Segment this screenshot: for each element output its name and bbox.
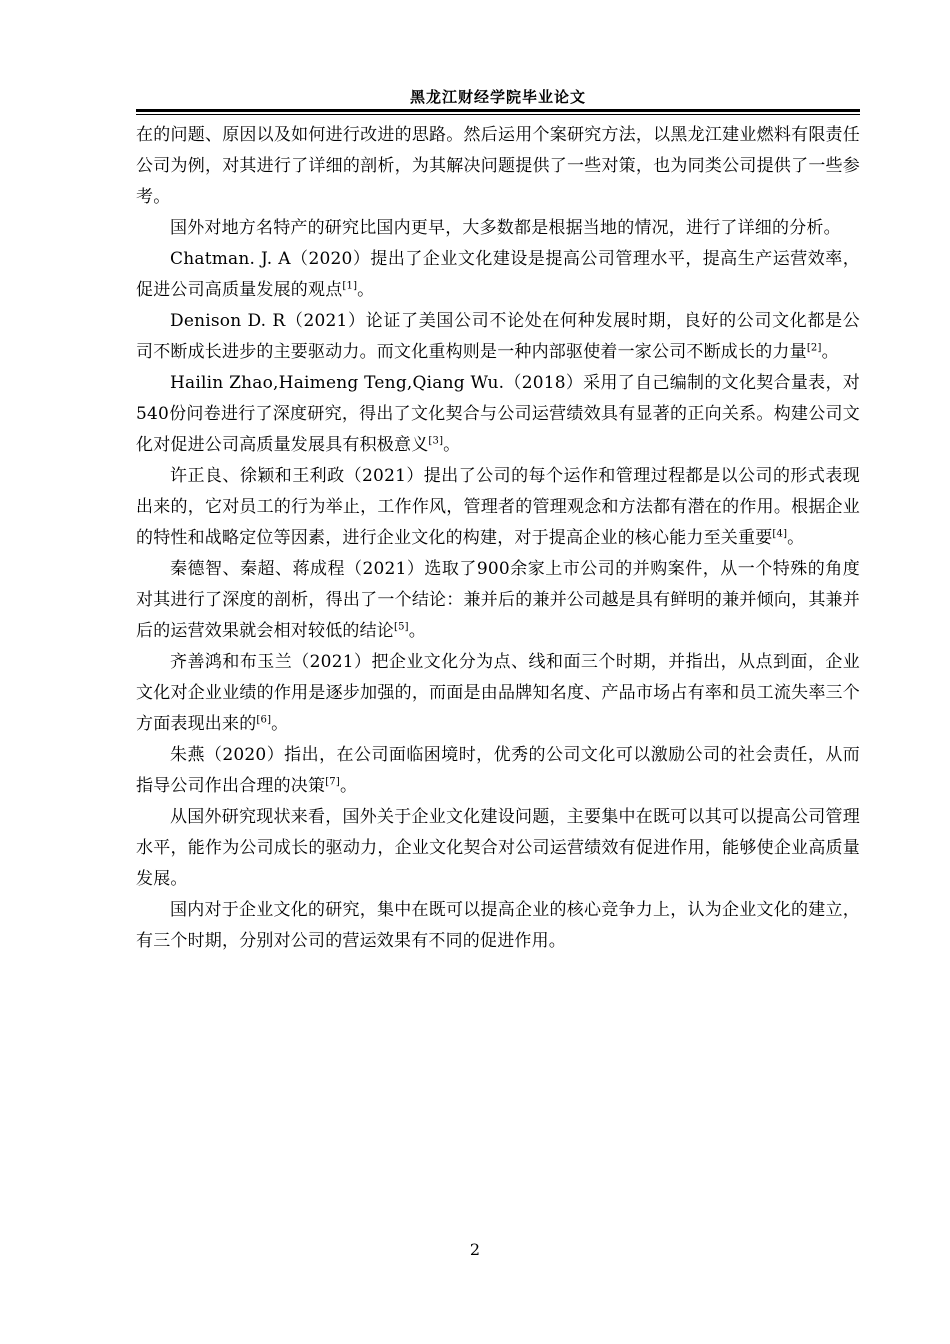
page-number: 2 (469, 1240, 481, 1259)
header-rule-thin (136, 114, 860, 115)
citation-marker: [6] (256, 714, 272, 726)
paragraph: 从国外研究现状来看，国外关于企业文化建设问题，主要集中在既可以其可以提高公司管理水平，能作为公司成长的驱动力，企业文化契合对公司运营绩效有促进作用，能够使企业高质量发展。 (136, 807, 860, 889)
paragraph: 国内对于企业文化的研究，集中在既可以提高企业的核心竞争力上，认为企业文化的建立，有三个时期，分别对公司的营运效果有不同的促进作用。 (136, 900, 860, 951)
paragraph: 国外对地方名特产的研究比国内更早，大多数都是根据当地的情况，进行了详细的分析。 (170, 218, 841, 238)
paragraph: Denison D. R（2021）论证了美国公司不论处在何种发展时期，良好的公司文化都是公司不断成长进步的主要驱动力。而文化重构则是一种内部驱使着一家公司不断成长的力量[2]。 (136, 311, 860, 362)
citation-marker: [4] (772, 528, 788, 540)
citation-marker: [5] (394, 621, 409, 633)
paragraph: Chatman. J. A（2020）提出了企业文化建设是提高公司管理水平，提高生产运营效率，促进公司高质量发展的观点[1]。 (136, 249, 860, 300)
header-rule-thick (136, 109, 860, 112)
running-header-title: 黑龙江财经学院毕业论文 (409, 88, 586, 106)
citation-marker: [2] (806, 342, 822, 354)
citation-marker: [3] (428, 435, 444, 447)
paragraph: 齐善鸿和布玉兰（2021）把企业文化分为点、线和面三个时期，并指出，从点到面，企业文化对企业业绩的作用是逐步加强的，而面是由品牌知名度、产品市场占有率和员工流失率三个方面表现出来的[6]。 (136, 652, 860, 734)
body-text (136, 120, 860, 957)
paragraph: 许正良、徐颖和王利政（2021）提出了公司的每个运作和管理过程都是以公司的形式表现出来的，它对员工的行为举止，工作作风，管理者的管理观念和方法都有潜在的作用。根据企业的特性和战略定位等因素，进行企业文化的构建，对于提高企业的核心能力至关重要[4]。 (136, 466, 860, 548)
paragraph: Hailin Zhao,Haimeng Teng,Qiang Wu.（2018）采用了自己编制的文化契合量表，对540份问卷进行了深度研究，得出了文化契合与公司运营绩效具有显著的正向关系。构建公司文化对促进公司高质量发展具有积极意义[3]。 (136, 373, 860, 455)
paragraph: 在的问题、原因以及如何进行改进的思路。然后运用个案研究方法，以黑龙江建业燃料有限责任公司为例，对其进行了详细的剖析，为其解决问题提供了一些对策，也为同类公司提供了一些参考。 (136, 125, 860, 207)
paragraph: 朱燕（2020）指出，在公司面临困境时，优秀的公司文化可以激励公司的社会责任，从而指导公司作出合理的决策[7]。 (136, 745, 860, 796)
paragraph: 秦德智、秦超、蒋成程（2021）选取了900余家上市公司的并购案件，从一个特殊的角度对其进行了深度的剖析，得出了一个结论：兼并后的兼并公司越是具有鲜明的兼并倾向，其兼并后的运营效果就会相对较低的结论[5]。 (136, 559, 860, 641)
citation-marker: [1] (342, 280, 358, 292)
citation-marker: [7] (325, 776, 340, 788)
